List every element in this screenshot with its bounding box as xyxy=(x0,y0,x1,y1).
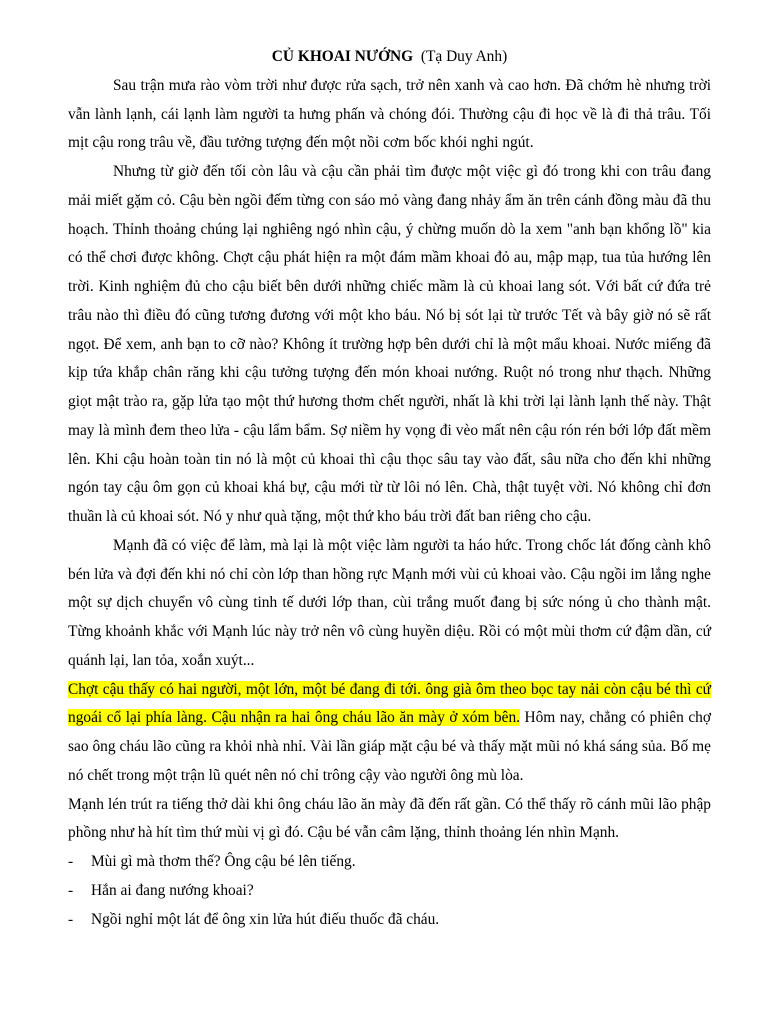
dialogue-text: Ngồi nghỉ một lát để ông xin lửa hút điếu thuốc đã cháu. xyxy=(91,910,440,928)
dialogue-dash: - xyxy=(68,881,74,899)
paragraph-4-rest: Hôm nay, chẳng có phiên chợ sao ông cháu lão cũng ra khỏi nhà nhỉ. Vài lần giáp mặt cậu bé và thấy mặt mũi nó khá sáng sủa. Bố mẹ nó chết trong một trận lũ quét nên nó chỉ trông cậy vào người ông mù lòa. xyxy=(68,709,711,784)
paragraph-3: Mạnh đã có việc để làm, mà lại là một việc làm người ta háo hức. Trong chốc lát đống cành khô bén lửa và đợi đến khi nó chỉ còn lớp than hồng rực Mạnh mới vùi củ khoai vào. Cậu ngồi im lắng nghe một sự dịch chuyển vô cùng tinh tế dưới lớp than, cùi trắng muốt đang bị sức nóng ủ cho thành mật. Từng khoảnh khắc với Mạnh lúc này trở nên vô cùng huyền diệu. Rồi có một mùi thơm cứ đậm dần, cứ quánh lại, lan tỏa, xoắn xuýt... xyxy=(68,536,711,669)
highlighted-text: Chợt cậu thấy có hai người, một lớn, một bé đang đi tới. ông già ôm theo bọc tay nải còn cậu bé thì cứ ngoái cổ lại phía làng. Cậu nhận ra hai ông cháu lão ăn mày ở xóm bên. xyxy=(68,680,711,727)
dialogue-line-1 xyxy=(68,848,711,877)
story-title xyxy=(68,43,711,72)
paragraph-2: Nhưng từ giờ đến tối còn lâu và cậu cần phải tìm được một việc gì đó trong khi con trâu đang mải miết gặm cỏ. Cậu bèn ngồi đếm từng con sáo mỏ vàng đang nhảy ẩm ăn trên cánh đồng màu đã thu hoạch. Thỉnh thoảng chúng lại nghiêng ngó nhìn cậu, ý chừng muốn dò la xem "anh bạn khổng lồ" kia có thể chơi được không. Chợt cậu phát hiện ra một đám mầm khoai đỏ au, mập mạp, tua tủa hướng lên trời. Kinh nghiệm đủ cho cậu biết bên dưới những chiếc mầm là củ khoai lang sót. Với bất cứ đứa trẻ trâu nào thì điều đó cũng tương đương với một kho báu. Nó bị sót lại từ trước Tết và bây giờ nó sẽ rất ngọt. Để xem, anh bạn to cỡ nào? Không ít trường hợp bên dưới chỉ là một mẩu khoai. Nước miếng đã kịp tứa khắp chân răng khi cậu tưởng tượng đến món khoai nướng. Ruột nó trong như thạch. Những giọt mật trào ra, gặp lửa tạo một thứ hương thơm chết người, nhất là khi trời lại lành lạnh thế này. Thật may là mình đem theo lửa - cậu lẩm bẩm. Sợ niềm hy vọng đi vèo mất nên cậu rón rén bới lớp đất mềm lên. Khi cậu hoàn toàn tin nó là một củ khoai thì cậu thọc sâu tay vào đất, sâu nữa cho đến khi những ngón tay cậu ôm gọn củ khoai khá bự, cậu mới từ từ lôi nó lên. Chà, thật tuyệt vời. Nó không chỉ đơn thuần là củ khoai sót. Nó y như quà tặng, một thứ kho báu trời đất ban riêng cho cậu. xyxy=(68,163,711,525)
document-page xyxy=(68,43,711,934)
paragraph-5: Mạnh lén trút ra tiếng thở dài khi ông cháu lão ăn mày đã đến rất gần. Có thể thấy rõ cánh mũi lão phập phồng như hà hít tìm thứ mùi vị gì đó. Cậu bé vẫn câm lặng, thỉnh thoảng lén nhìn Mạnh. xyxy=(68,795,711,842)
title-text: CỦ KHOAI NƯỚNG xyxy=(271,48,414,65)
dialogue-dash: - xyxy=(68,910,74,928)
paragraph-1: Sau trận mưa rào vòm trời như được rửa sạch, trở nên xanh và cao hơn. Đã chớm hè nhưng trời vẫn lành lạnh, cái lạnh làm người ta hưng phấn và chóng đói. Thường cậu đi học về là đi thả trâu. Tối mịt cậu rong trâu về, đầu tưởng tượng đến một nồi cơm bốc khói nghi ngút. xyxy=(68,76,711,152)
dialogue-line-2 xyxy=(68,877,711,906)
dialogue-text: Mùi gì mà thơm thế? Ông cậu bé lên tiếng. xyxy=(91,853,356,870)
author-name: (Tạ Duy Anh) xyxy=(420,48,508,65)
paragraph-4 xyxy=(68,676,711,791)
dialogue-line-3 xyxy=(68,906,711,935)
dialogue-text: Hắn ai đang nướng khoai? xyxy=(91,881,254,899)
dialogue-dash: - xyxy=(68,853,74,870)
